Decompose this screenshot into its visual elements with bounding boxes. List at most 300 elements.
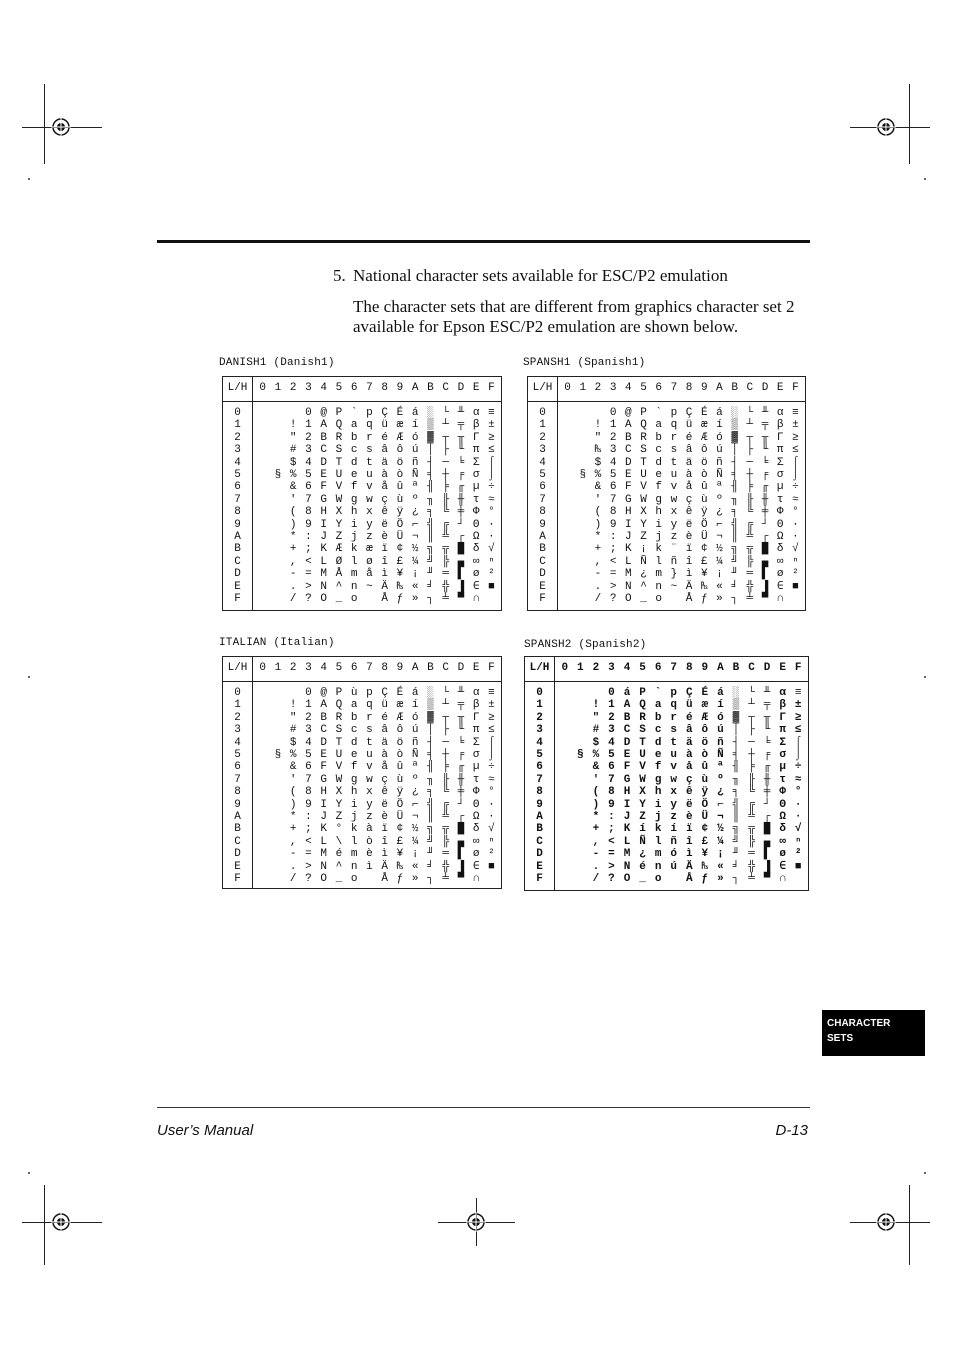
- char-cell: ì: [366, 860, 373, 873]
- row-label: 6: [234, 761, 241, 774]
- char-cell: 7: [608, 773, 615, 786]
- char-cell: w: [366, 493, 373, 506]
- char-cell: ▀: [457, 873, 465, 885]
- char-cell: ú: [670, 860, 678, 873]
- char-cell: ╪: [457, 506, 465, 519]
- char-cell: ~: [366, 580, 373, 593]
- char-cell: 6: [609, 481, 617, 494]
- row-label: 7: [234, 493, 241, 506]
- char-cell: é: [381, 431, 388, 444]
- column-header: F: [794, 662, 802, 674]
- char-cell: ╚: [748, 786, 755, 799]
- char-cell: Σ: [776, 456, 784, 469]
- char-cell: 3: [305, 444, 312, 457]
- char-cell: Å: [335, 568, 343, 581]
- char-cell: │: [732, 724, 740, 737]
- char-cell: i: [654, 798, 662, 811]
- char-cell: w: [366, 773, 373, 786]
- char-cell: n: [654, 860, 662, 873]
- char-cell: H: [625, 506, 632, 519]
- column-header: 8: [381, 382, 388, 394]
- char-cell: 0: [305, 407, 312, 419]
- char-cell: S: [640, 444, 647, 457]
- char-cell: à: [366, 823, 373, 836]
- char-cell: s: [670, 444, 678, 457]
- char-cell: ╦: [746, 543, 754, 556]
- char-cell: ▓: [732, 711, 740, 724]
- char-cell: α: [779, 687, 786, 699]
- table-column-divider: [252, 657, 253, 888]
- char-cell: σ: [472, 469, 480, 481]
- char-cell: Å: [685, 873, 693, 885]
- row-label: 4: [536, 736, 543, 749]
- char-cell: 9: [609, 518, 617, 531]
- char-cell: 1: [305, 699, 312, 712]
- char-cell: ¢: [700, 543, 708, 556]
- char-cell: I: [320, 798, 327, 811]
- char-cell: ": [592, 711, 600, 724]
- char-cell: ÿ: [396, 506, 404, 519]
- char-cell: k: [655, 543, 663, 556]
- char-cell: è: [366, 848, 373, 861]
- char-cell: Ö: [396, 518, 404, 531]
- row-label: 6: [536, 761, 543, 774]
- char-cell: R: [639, 711, 646, 724]
- char-cell: ä: [381, 736, 388, 749]
- column-header: 5: [335, 382, 343, 394]
- char-cell: !: [594, 419, 602, 432]
- char-cell: ò: [396, 749, 404, 761]
- char-cell: ╧: [748, 873, 755, 885]
- char-cell: ▀: [761, 593, 769, 605]
- char-cell: ┤: [427, 736, 434, 749]
- char-cell: L: [625, 555, 632, 568]
- char-cell: ¬: [717, 811, 724, 823]
- char-cell: .: [289, 860, 297, 873]
- char-cell: «: [411, 580, 419, 593]
- row-label: 7: [536, 773, 543, 786]
- char-cell: ╛: [427, 860, 434, 873]
- char-cell: ⌡: [794, 749, 802, 761]
- char-cell: T: [639, 736, 646, 749]
- char-cell: ": [289, 431, 297, 444]
- char-cell: ú: [411, 444, 419, 457]
- column-header: F: [488, 662, 495, 674]
- char-cell: b: [350, 711, 358, 724]
- char-cell: f: [654, 761, 662, 774]
- char-cell: ∩: [472, 873, 480, 885]
- char-cell: ÿ: [700, 506, 708, 519]
- crop-dot: [28, 1172, 30, 1174]
- char-cell: -: [289, 848, 297, 861]
- column-header: D: [457, 662, 465, 674]
- charset-table-danish1: [222, 376, 502, 611]
- char-cell: Y: [335, 518, 343, 531]
- char-cell: ┤: [732, 736, 740, 749]
- header-rule: [157, 240, 810, 243]
- section-tab-character-sets: [822, 1010, 925, 1056]
- char-cell: +: [289, 823, 297, 836]
- char-cell: é: [685, 711, 693, 724]
- char-cell: ├: [442, 444, 449, 457]
- char-cell: G: [625, 493, 632, 506]
- char-cell: ¬: [716, 531, 723, 543]
- char-cell: ⌠: [488, 456, 495, 469]
- char-cell: a: [350, 699, 358, 712]
- char-cell: ╘: [457, 456, 465, 469]
- row-label: 5: [536, 749, 543, 761]
- char-cell: n: [350, 860, 358, 873]
- char-cell: y: [670, 518, 678, 531]
- char-cell: º: [716, 493, 723, 506]
- char-cell: M: [625, 568, 632, 581]
- char-cell: 7: [305, 493, 312, 506]
- char-cell: N: [320, 860, 327, 873]
- char-cell: Γ: [776, 431, 784, 444]
- column-header: 3: [305, 382, 312, 394]
- char-cell: Γ: [472, 711, 480, 724]
- column-header: 8: [685, 382, 693, 394]
- registration-mark-icon: [876, 1212, 896, 1232]
- char-cell: a: [655, 419, 663, 432]
- char-cell: β: [472, 419, 480, 432]
- column-header: 4: [625, 382, 632, 394]
- char-cell: ∙: [488, 518, 495, 531]
- char-cell: v: [366, 761, 373, 774]
- char-cell: á: [716, 407, 723, 419]
- char-cell: ²: [488, 848, 495, 861]
- char-cell: /: [289, 873, 297, 885]
- row-label: 1: [539, 419, 546, 432]
- column-header: C: [442, 382, 449, 394]
- char-cell: é: [335, 848, 343, 861]
- column-header: 9: [700, 382, 708, 394]
- crop-line: [909, 1185, 910, 1265]
- char-cell: Æ: [700, 431, 708, 444]
- row-label: 9: [234, 518, 241, 531]
- column-header: F: [488, 382, 495, 394]
- char-cell: ¡: [717, 848, 724, 861]
- char-cell: ~: [670, 580, 678, 593]
- char-cell: â: [685, 724, 693, 737]
- char-cell: ┼: [748, 749, 755, 761]
- row-label: 0: [536, 687, 543, 699]
- row-label: 2: [536, 711, 543, 724]
- char-cell: ⁿ: [794, 835, 802, 848]
- char-cell: ª: [717, 761, 724, 774]
- char-cell: i: [655, 518, 663, 531]
- char-cell: (: [592, 786, 600, 799]
- char-cell: ÷: [794, 761, 802, 774]
- char-cell: ╫: [763, 773, 771, 786]
- char-cell: ┤: [427, 456, 434, 469]
- char-cell: D: [320, 456, 327, 469]
- char-cell: ∙: [488, 798, 495, 811]
- char-cell: B: [625, 431, 632, 444]
- char-cell: §: [274, 749, 282, 761]
- char-cell: 6: [305, 481, 312, 494]
- column-header: 2: [594, 382, 602, 394]
- char-cell: ó: [411, 711, 419, 724]
- char-cell: √: [794, 823, 802, 836]
- char-cell: ¢: [701, 823, 709, 836]
- char-cell: d: [350, 456, 358, 469]
- char-cell: C: [320, 444, 327, 457]
- column-header: C: [746, 382, 754, 394]
- char-cell: 8: [609, 506, 617, 519]
- char-cell: é: [381, 711, 388, 724]
- char-cell: ╠: [748, 835, 755, 848]
- row-label: 3: [539, 444, 546, 457]
- char-cell: ■: [792, 580, 799, 593]
- char-cell: ═: [442, 848, 449, 861]
- char-cell: s: [366, 444, 373, 457]
- char-cell: ¼: [411, 835, 419, 848]
- char-cell: A: [623, 699, 631, 712]
- char-cell: ?: [608, 873, 615, 885]
- row-label: B: [234, 823, 241, 836]
- char-cell: p: [366, 407, 373, 419]
- char-cell: ì: [685, 848, 693, 861]
- char-cell: █: [761, 543, 769, 556]
- row-label: C: [539, 555, 546, 568]
- char-cell: 9: [305, 518, 312, 531]
- char-cell: &: [594, 481, 602, 494]
- char-cell: v: [366, 481, 373, 494]
- char-cell: é: [639, 860, 646, 873]
- char-cell: B: [623, 711, 631, 724]
- char-cell: æ: [396, 699, 404, 712]
- char-cell: h: [350, 506, 358, 519]
- char-cell: ±: [794, 699, 802, 712]
- char-cell: ï: [381, 543, 388, 556]
- char-cell: k: [350, 543, 358, 556]
- char-cell: ö: [700, 456, 708, 469]
- char-cell: ¥: [700, 568, 708, 581]
- char-cell: Ñ: [411, 469, 419, 481]
- char-cell: └: [748, 687, 755, 699]
- char-cell: s: [366, 724, 373, 737]
- column-header: 2: [289, 662, 297, 674]
- column-header: 0: [561, 662, 569, 674]
- char-cell: b: [654, 711, 662, 724]
- char-cell: ≡: [488, 687, 495, 699]
- char-cell: (: [289, 506, 297, 519]
- crop-dot: [924, 1172, 926, 1174]
- char-cell: ±: [792, 419, 799, 432]
- column-header: F: [792, 382, 799, 394]
- char-cell: _: [639, 873, 646, 885]
- column-header: 8: [685, 662, 693, 674]
- char-cell: ╒: [761, 469, 769, 481]
- char-cell: ┴: [442, 699, 449, 712]
- char-cell: ø: [472, 848, 480, 861]
- char-cell: &: [289, 481, 297, 494]
- char-cell: y: [366, 798, 373, 811]
- char-cell: ─: [746, 456, 754, 469]
- crop-dot: [28, 676, 30, 678]
- char-cell: ': [594, 493, 602, 506]
- row-label: 4: [234, 736, 241, 749]
- char-cell: A: [320, 419, 327, 432]
- char-cell: ╙: [457, 444, 465, 457]
- row-label: 1: [536, 699, 543, 712]
- char-cell: Ä: [685, 580, 693, 593]
- row-label: 2: [234, 711, 241, 724]
- char-cell: q: [366, 419, 373, 432]
- char-cell: ): [592, 798, 600, 811]
- row-label: 9: [234, 798, 241, 811]
- char-cell: │: [731, 444, 738, 457]
- char-cell: ä: [381, 456, 388, 469]
- char-cell: Ø: [335, 555, 343, 568]
- char-cell: M: [320, 568, 327, 581]
- table-corner-label: L/H: [227, 662, 248, 674]
- char-cell: ): [289, 518, 297, 531]
- char-cell: x: [670, 506, 678, 519]
- char-cell: Å: [381, 873, 388, 885]
- char-cell: ▀: [457, 593, 465, 605]
- row-label: 0: [539, 407, 546, 419]
- char-cell: æ: [396, 419, 404, 432]
- char-cell: X: [335, 786, 343, 799]
- char-cell: ╩: [746, 531, 754, 543]
- char-cell: ⌡: [488, 469, 495, 481]
- char-cell: í: [670, 823, 678, 836]
- char-cell: b: [655, 431, 663, 444]
- char-cell: u: [366, 749, 373, 761]
- char-cell: ½: [411, 823, 419, 836]
- char-cell: ╟: [746, 493, 754, 506]
- char-cell: í: [411, 419, 419, 432]
- char-cell: ╨: [457, 687, 465, 699]
- char-cell: i: [350, 518, 358, 531]
- char-cell: ò: [701, 749, 709, 761]
- char-cell: û: [396, 481, 404, 494]
- char-cell: ì: [381, 568, 388, 581]
- char-cell: ┼: [746, 469, 754, 481]
- char-cell: ¿: [639, 848, 646, 861]
- char-cell: ≡: [794, 687, 802, 699]
- char-cell: I: [625, 518, 632, 531]
- char-cell: ╖: [731, 493, 738, 506]
- char-cell: R: [335, 431, 343, 444]
- char-cell: ╝: [427, 555, 434, 568]
- char-cell: D: [623, 736, 631, 749]
- char-cell: p: [670, 407, 678, 419]
- char-cell: ▓: [427, 711, 434, 724]
- char-cell: 2: [609, 431, 617, 444]
- column-header: 4: [623, 662, 631, 674]
- char-cell: (: [594, 506, 602, 519]
- char-cell: m: [654, 848, 662, 861]
- column-header: 9: [701, 662, 709, 674]
- char-cell: ∙: [794, 798, 802, 811]
- char-cell: $: [594, 456, 602, 469]
- char-cell: Ω: [472, 531, 480, 543]
- row-label: B: [536, 823, 543, 836]
- char-cell: i: [350, 798, 358, 811]
- char-cell: ⌐: [411, 518, 419, 531]
- char-cell: ¿: [411, 786, 419, 799]
- table-column-divider: [557, 377, 558, 610]
- registration-mark-icon: [876, 117, 896, 137]
- char-cell: ò: [366, 835, 373, 848]
- char-cell: √: [792, 543, 799, 556]
- char-cell: ╕: [731, 506, 738, 519]
- char-cell: ñ: [411, 456, 419, 469]
- char-cell: u: [670, 749, 678, 761]
- column-header: 3: [305, 662, 312, 674]
- char-cell: ∈: [472, 580, 480, 593]
- char-cell: α: [472, 687, 480, 699]
- column-header: 1: [579, 382, 587, 394]
- char-cell: ⁿ: [792, 555, 799, 568]
- footer-rule: [157, 1107, 810, 1108]
- char-cell: ┴: [746, 419, 754, 432]
- char-cell: ⌡: [488, 749, 495, 761]
- char-cell: z: [366, 811, 373, 823]
- char-cell: ▒: [427, 699, 434, 712]
- char-cell: <: [608, 835, 615, 848]
- char-cell: ∈: [472, 860, 480, 873]
- char-cell: Θ: [776, 518, 784, 531]
- char-cell: ·: [794, 811, 802, 823]
- char-cell: ░: [731, 407, 738, 419]
- table-corner-label: L/H: [529, 662, 550, 674]
- char-cell: ,: [289, 835, 297, 848]
- char-cell: K: [623, 823, 631, 836]
- column-header: 8: [381, 662, 388, 674]
- char-cell: $: [592, 736, 600, 749]
- char-cell: J: [320, 531, 327, 543]
- char-cell: ;: [305, 823, 312, 836]
- char-cell: q: [670, 699, 678, 712]
- char-cell: ê: [381, 786, 388, 799]
- char-cell: 6: [608, 761, 615, 774]
- char-cell: Ä: [381, 860, 388, 873]
- char-cell: H: [320, 786, 327, 799]
- char-cell: Ñ: [640, 555, 647, 568]
- char-cell: _: [335, 593, 343, 605]
- char-cell: C: [623, 724, 631, 737]
- char-cell: E: [623, 749, 631, 761]
- char-cell: t: [366, 456, 373, 469]
- char-cell: G: [623, 773, 631, 786]
- char-cell: ,: [289, 555, 297, 568]
- row-label: 8: [234, 786, 241, 799]
- char-cell: ë: [685, 518, 693, 531]
- char-cell: á: [623, 687, 631, 699]
- row-label: 8: [234, 506, 241, 519]
- column-header: 5: [640, 382, 647, 394]
- row-label: 5: [234, 749, 241, 761]
- char-cell: ┴: [442, 419, 449, 432]
- char-cell: ₧: [594, 444, 602, 457]
- char-cell: ï: [685, 823, 693, 836]
- char-cell: 2: [305, 431, 312, 444]
- row-label: 8: [536, 786, 543, 799]
- row-label: 0: [234, 687, 241, 699]
- char-cell: #: [592, 724, 600, 737]
- char-cell: 8: [305, 506, 312, 519]
- char-cell: è: [685, 811, 693, 823]
- char-cell: Ω: [776, 531, 784, 543]
- char-cell: ª: [411, 761, 419, 774]
- char-cell: ½: [717, 823, 724, 836]
- column-header: 0: [259, 382, 266, 394]
- char-cell: u: [670, 469, 678, 481]
